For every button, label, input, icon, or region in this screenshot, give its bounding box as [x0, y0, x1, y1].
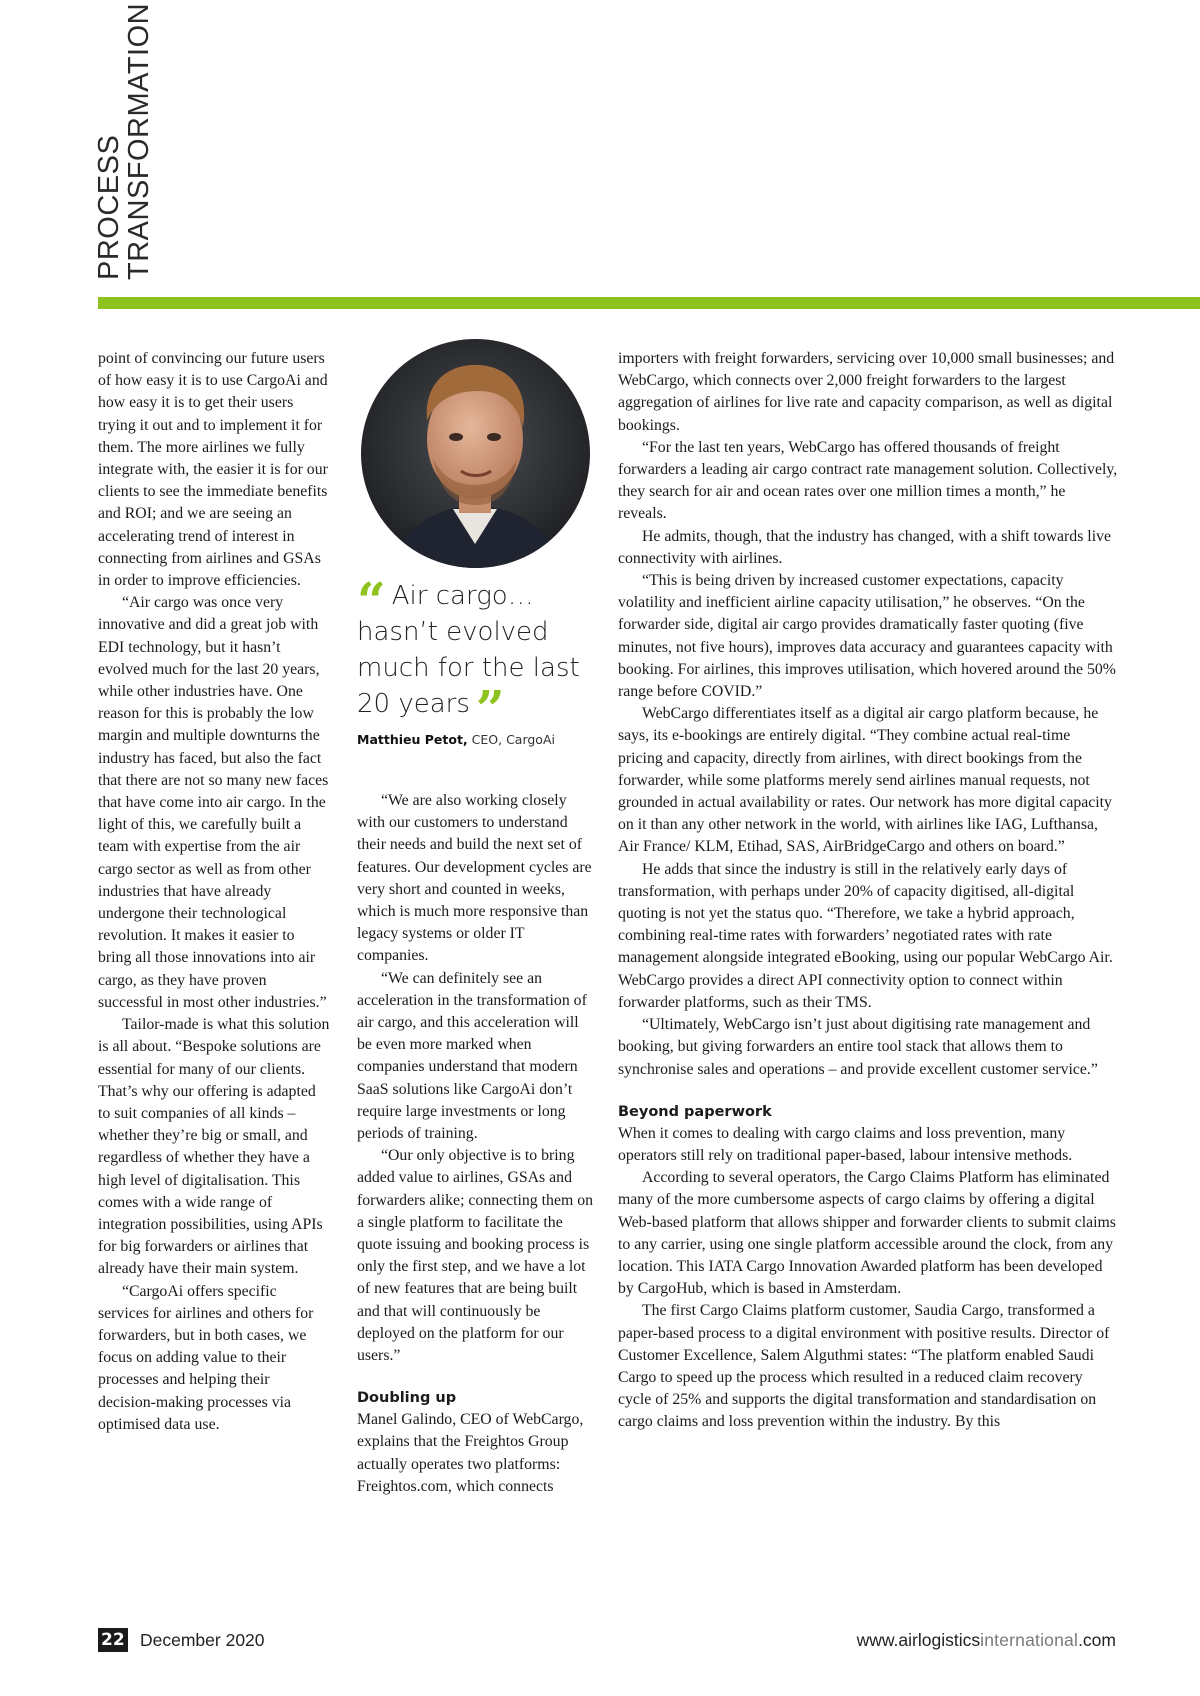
paragraph: WebCargo differentiates itself as a digital air cargo platform because, he says, its e-bookings are entirely digital. “They combine actual real-time pricing and capacity, directly from airlines, with direct bookings from the forwarder, while some platforms merely send airlines manual requests, not grounded in actual availability or rates. Our network has more digital capacity on it than any other network in the world, with airlines like IAG, Lufthansa, Air France/ KLM, Etihad, SAS, AirBridgeCargo and others on board.” [618, 705, 1112, 856]
portrait-photo [361, 339, 590, 568]
paragraph: Tailor-made is what this solution is all about. “Bespoke solutions are essential for many of our clients. That’s why our offering is adapted to suit companies of all kinds – whether they’re big or small, and regardless of whether they have a high level of digitalisation. This comes with a wide range of integration possibilities, using APIs for big forwarders or airlines that already have their main system. [98, 1016, 330, 1278]
close-quote-icon: ” [475, 679, 505, 738]
section-label-line1: PROCESS [93, 134, 125, 280]
paragraph: When it comes to dealing with cargo claims and loss prevention, many operators still rely on traditional paper-based, labour intensive methods. [618, 1124, 1073, 1164]
article-column-1 [98, 348, 330, 1436]
pull-quote-attribution [357, 732, 597, 747]
paragraph: “We are also working closely with our customers to understand their needs and build the next set of features. Our development cycles are very short and counted in weeks, which is much more responsive than legacy systems or older IT companies. [357, 792, 592, 965]
subhead-beyond-paperwork: Beyond paperwork [618, 1103, 772, 1120]
section-label-line2: TRANSFORMATION [123, 2, 155, 280]
subhead-doubling-up: Doubling up [357, 1390, 457, 1407]
article-column-2 [357, 790, 595, 1498]
pull-quote-text: Air cargo… hasn’t evolved much for the last 20 years [357, 581, 580, 719]
paragraph: point of convincing our future users of how easy it is to use CargoAi and how easy it is to get their users trying it out and to implement it for them. The more airlines we fully integrate with, the easier it is for our clients to see the immediate benefits and ROI; and we are seeing an accelerating trend of interest in connecting from airlines and GSAs in order to improve efficiencies. [98, 350, 328, 590]
paragraph: “This is being driven by increased customer expectations, capacity volatility and inefficient airline capacity utilisation,” he observes. “On the forwarder side, digital air cargo provides dramatically faster quoting (five minutes, not five hours), improves data accuracy and guarantees capacity with booking. For airlines, this improves utilisation, which hovered around the 50% range before COVID.” [618, 572, 1116, 701]
article-column-3 [618, 348, 1118, 1434]
pull-quote [357, 571, 607, 738]
paragraph: He admits, though, that the industry has changed, with a shift towards live connectivity with airlines. [618, 527, 1111, 567]
portrait-image [361, 339, 590, 568]
attribution-name: Matthieu Petot, [357, 732, 468, 747]
attribution-role: CEO, CargoAi [471, 732, 555, 747]
website-part: .com [1078, 1630, 1116, 1650]
website-url[interactable] [857, 1628, 1116, 1652]
paragraph: According to several operators, the Cargo Claims Platform has eliminated many of the more cumbersome aspects of cargo claims by offering a digital Web-based platform that allows shipper and forwarder clients to submit claims to any carrier, using one single platform accessible around the clock, from any location. This IATA Cargo Innovation Awarded platform has been developed by CargoHub, which is based in Amsterdam. [618, 1169, 1116, 1298]
paragraph: “Air cargo was once very innovative and did a great job with EDI technology, but it hasn’t evolved much for the last 20 years, while other industries have. One reason for this is probably the low margin and multiple downturns the industry has faced, but also the fact that there are not so many new faces that have come into air cargo. In the light of this, we carefully built a team with expertise from the air cargo sector as well as from other industries that have already undergone their technological revolution. It makes it easier to bring all those innovations into air cargo, as they have proven successful in most other industries.” [98, 594, 329, 1011]
accent-rule [98, 297, 1200, 309]
website-part: www.airlogistics [856, 1630, 981, 1650]
open-quote-icon: “ [357, 571, 386, 630]
paragraph: importers with freight forwarders, servicing over 10,000 small businesses; and WebCargo, which connects over 2,000 freight forwarders to the largest aggregation of airlines for live rate and capacity comparison, as well as digital bookings. [618, 350, 1115, 434]
paragraph: “We can definitely see an acceleration in the transformation of air cargo, and this acceleration will be even more marked when companies understand that modern SaaS solutions like CargoAi don’t require large investments or long periods of training. [357, 969, 587, 1143]
issue-date: December 2020 [140, 1630, 265, 1650]
section-label [93, 2, 164, 280]
paragraph: Manel Galindo, CEO of WebCargo, explains that the Freightos Group actually operates two platforms: Freightos.com, which connects [357, 1411, 584, 1495]
paragraph: “Ultimately, WebCargo isn’t just about digitising rate management and booking, but giving forwarders an entire tool stack that allows them to synchronise sales and operations – and provide excellent customer service.” [618, 1016, 1098, 1078]
page-number: 22 [98, 1628, 128, 1652]
paragraph: He adds that since the industry is still in the relatively early days of transformation, with perhaps under 20% of capacity digitised, all-digital quoting is not yet the status quo. “Therefore, we take a hybrid approach, combining real-time rates with forwarders’ negotiated rates with rate management alongside integrated eBooking, using our popular WebCargo Air. WebCargo provides a direct API connectivity option to connect within forwarder platforms, such as their TMS. [618, 860, 1113, 1011]
website-part: international [980, 1630, 1079, 1650]
paragraph: “Our only objective is to bring added value to airlines, GSAs and forwarders alike; connecting them on a single platform to facilitate the quote issuing and booking process is only the first step, and we have a lot of new features that are being built and that will continuously be deployed on the platform for our users.” [357, 1147, 593, 1365]
paragraph: The first Cargo Claims platform customer, Saudia Cargo, transformed a paper-based process to a digital environment with positive results. Director of Customer Excellence, Salem Alguthmi states: “The platform enabled Saudi Cargo to speed up the process which resulted in a reduced claim recovery cycle of 25% and supports the digital transformation and standardisation on cargo claims and loss prevention within the industry. By this [618, 1302, 1110, 1431]
paragraph: “For the last ten years, WebCargo has offered thousands of freight forwarders a leading air cargo contract rate management solution. Collectively, they search for air and ocean rates over one million times a month,” he reveals. [618, 438, 1118, 523]
paragraph: “CargoAi offers specific services for airlines and others for forwarders, but in both cases, we focus on adding value to their processes and helping their decision-making processes via optimised data use. [98, 1282, 314, 1433]
